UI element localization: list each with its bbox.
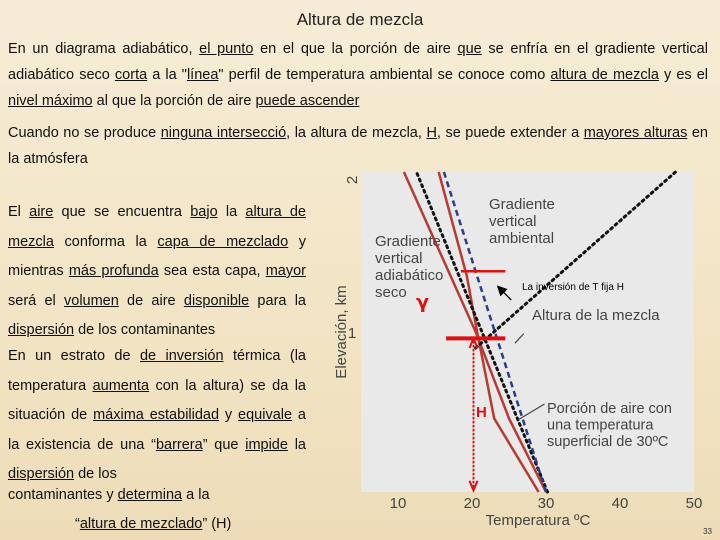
paragraph2-text-segment: H [426,125,437,141]
paragraph1-text-segment: nivel máximo [8,93,93,109]
paragraph1-text-segment: y es el [658,67,709,83]
paragraph4-text-segment: la [287,436,306,453]
label-environmental-lapse: Gradiente vertical ambiental [489,196,555,247]
paragraph4-text-segment: impide [245,436,288,453]
y-tick-label: 1 [347,325,357,342]
paragraph3-text-segment: la [217,204,246,220]
paragraph1-text-segment: corta [114,67,148,83]
final-text-segment: “ [75,516,80,532]
paragraph1-text-segment: altura de mezcla [550,67,659,83]
x-tick-label: 50 [685,495,703,512]
paragraph4-text-segment: con la altura) se da la situación de [8,377,306,423]
x-tick-label: 20 [463,495,481,512]
paragraph3-text-segment: altura de mezcla [8,204,306,250]
x-tick-label: 10 [389,495,407,512]
paragraph2-text-segment: mayores alturas [583,125,688,141]
label-inversion: La inversión de T fija H [522,282,624,293]
paragraph-conclusion [8,487,210,503]
paragraph3-text-segment: dispersión [8,322,75,338]
paragraph3-text-segment: para la [249,292,306,309]
page-number: 33 [703,527,712,536]
paragraph1-text-segment: línea [186,67,219,83]
paragraph2-text-segment: en la atmósfera [8,125,708,167]
paragraph1-text-segment: al que la porción de aire [92,93,256,109]
final-text-segment: ” (H) [202,516,232,532]
final-text-segment: altura de mezclado [79,516,203,532]
x-axis-label: Temperatura ºC [485,512,591,529]
conclusion-text-segment: determina [117,487,183,503]
label-parcel: Porción de aire con una temperatura superficial de 30ºC [547,401,672,450]
paragraph3-text-segment: conforma la [53,233,158,250]
paragraph3-text-segment: será el [8,292,64,309]
paragraph3-text-segment: mayor [265,263,307,279]
paragraph3-text-segment: El [8,204,30,220]
paragraph1-text-segment: en el que la porción de aire [253,41,458,57]
paragraph2-text-segment: , se puede extender a [436,125,584,141]
paragraph-mixing-height-definition [8,36,708,114]
paragraph1-text-segment: que [457,41,482,57]
x-tick-label: 30 [537,495,555,512]
paragraph3-text-segment: sea esta capa, [158,263,266,279]
paragraph3-text-segment: bajo [190,204,218,220]
paragraph4-text-segment: térmica (la temperatura [8,348,306,394]
paragraph-mixing-layer [8,198,306,346]
paragraph-no-intersection [8,120,708,172]
paragraph4-text-segment: barrera [155,436,203,453]
y-axis-label: Elevación, km [333,285,350,379]
paragraph3-text-segment: que se encuentra [53,204,191,220]
paragraph3-text-segment: de aire [118,292,184,309]
label-gamma: γ [416,291,429,313]
paragraph3-text-segment: más profunda [68,263,159,279]
slide-title: Altura de mezcla [296,10,424,29]
paragraph4-text-segment: ” que [202,436,246,453]
label-H: H [476,404,487,421]
paragraph1-text-segment: " perfil de temperatura ambiental se conoce como [218,67,551,83]
paragraph3-text-segment: capa de mezclado [157,233,289,250]
paragraph4-text-segment: dispersión [8,466,75,482]
y-tick-label: 2 [344,175,361,185]
conclusion-text-segment: a la [182,487,210,503]
mixing-height-chart [328,172,703,534]
paragraph3-text-segment: volumen [64,292,119,309]
paragraph3-text-segment: y mientras [8,233,306,279]
paragraph-thermal-inversion [8,342,306,490]
x-tick-label: 40 [611,495,629,512]
paragraph4-text-segment: En un estrato de [8,348,140,364]
paragraph4-text-segment: aumenta [92,377,150,394]
paragraph4-text-segment: y [219,407,239,423]
paragraph2-text-segment: , la altura de mezcla, [286,125,427,141]
paragraph1-text-segment: puede ascender [255,93,360,109]
paragraph-final-term [75,516,231,532]
paragraph1-text-segment: En un diagrama adiabático, [8,41,200,57]
paragraph4-text-segment: equivale [238,407,293,423]
paragraph1-text-segment: el punto [199,41,254,57]
paragraph3-text-segment: de los contaminantes [74,322,216,338]
paragraph3-text-segment: aire [29,204,54,220]
paragraph3-text-segment: disponible [183,292,250,309]
label-dry-adiabatic: Gradiente vertical adiabático seco [375,233,444,301]
paragraph4-text-segment: de inversión [139,348,224,364]
label-mixing-height: Altura de la mezcla [532,307,660,324]
paragraph4-text-segment: de los [74,466,117,482]
mixing-height-chart-svg [328,172,703,534]
paragraph1-text-segment: a la " [147,67,187,83]
paragraph1-text-segment: se enfría en el gradiente vertical adiabático seco [8,41,708,83]
paragraph2-text-segment: Cuando no se produce [8,125,161,141]
conclusion-text-segment: contaminantes y [8,487,118,503]
paragraph2-text-segment: ninguna intersecció [160,125,287,141]
paragraph4-text-segment: máxima estabilidad [93,407,220,423]
paragraph4-text-segment: a la existencia de una “ [8,407,306,453]
